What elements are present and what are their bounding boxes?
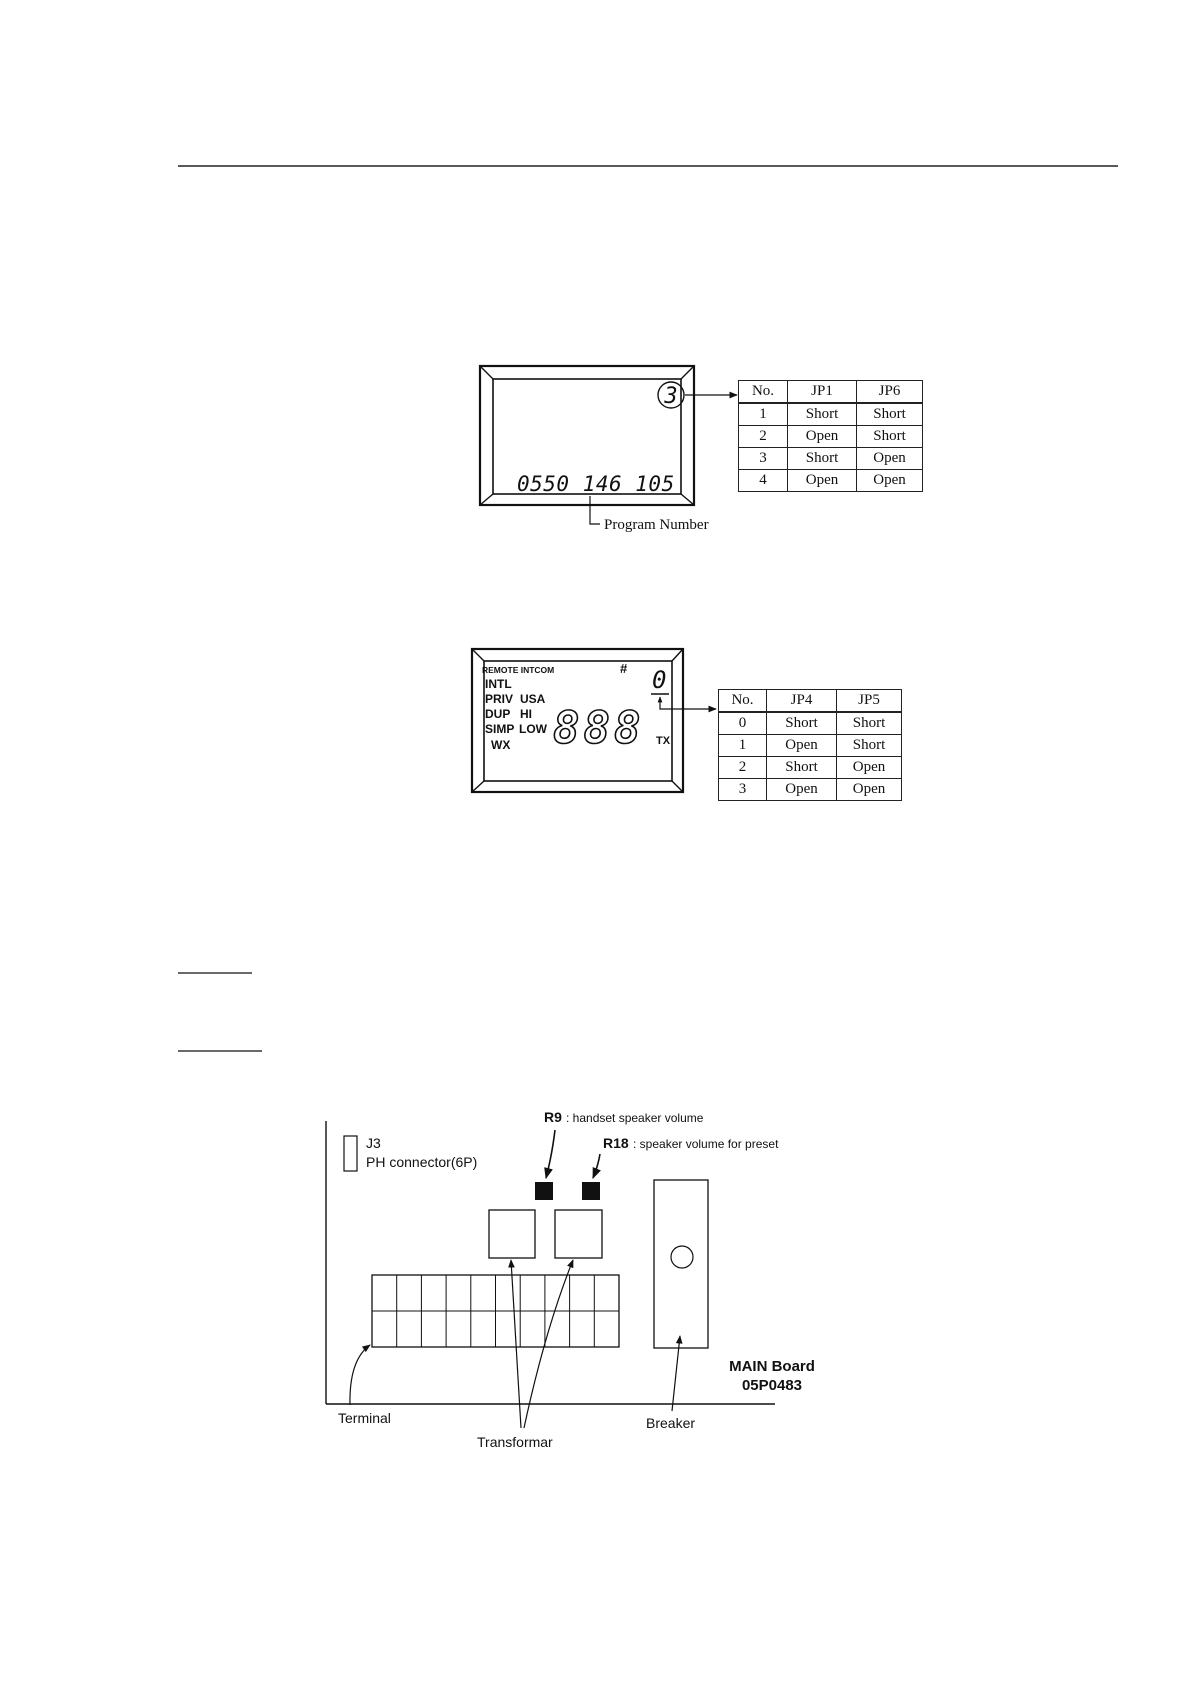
table-row [719, 712, 902, 735]
table-cell: Open [837, 779, 902, 801]
program-number-label: Program Number [604, 517, 709, 533]
priv-indicator: PRIV [485, 692, 514, 706]
table-cell: Open [857, 448, 923, 470]
j3-label: J3 [366, 1135, 381, 1151]
breaker [654, 1180, 708, 1348]
lcd-channel-display [472, 649, 716, 792]
wx-indicator: WX [491, 738, 511, 752]
table-cell: 2 [739, 426, 788, 448]
program-number-leader [590, 496, 600, 524]
table-row [739, 426, 923, 448]
hi-indicator: HI [520, 707, 532, 721]
j3-connector [344, 1136, 357, 1171]
table-cell: 4 [739, 470, 788, 492]
table-row [719, 779, 902, 801]
table-cell: Short [857, 426, 923, 448]
main-board-layout [326, 1109, 815, 1450]
channel-digit: 3 [664, 384, 678, 409]
table-cell: 1 [739, 403, 788, 426]
table-row [739, 470, 923, 492]
j3-description: PH connector(6P) [366, 1154, 478, 1170]
transformer-arrow-right [524, 1260, 573, 1428]
table-header-row [739, 381, 923, 404]
breaker-button [671, 1246, 693, 1268]
remote-intcom-indicator: REMOTE INTCOM [482, 665, 555, 675]
table-cell: Short [857, 403, 923, 426]
col-header-jp5: JP5 [837, 690, 902, 713]
r18-arrow [593, 1154, 600, 1178]
table-row [739, 403, 923, 426]
hash-indicator: # [620, 661, 628, 676]
terminal-label: Terminal [338, 1410, 391, 1426]
col-header-jp1: JP1 [788, 381, 857, 404]
transformer-left [489, 1210, 535, 1258]
channel-number-digits: 888 [553, 703, 645, 754]
r9-arrow [546, 1130, 555, 1178]
table-cell: Open [857, 470, 923, 492]
table-cell: Short [767, 757, 837, 779]
board-name: MAIN Board [729, 1358, 815, 1375]
intl-indicator: INTL [485, 677, 512, 691]
simp-indicator: SIMP [485, 722, 515, 736]
col-header-no: No. [719, 690, 767, 713]
breaker-arrow [672, 1336, 680, 1411]
dup-indicator: DUP [485, 707, 511, 721]
usa-indicator: USA [520, 692, 546, 706]
jp4-jp5-table [718, 689, 902, 801]
table-cell: Short [788, 403, 857, 426]
table-row [719, 757, 902, 779]
table-row [739, 448, 923, 470]
table-cell: Open [788, 426, 857, 448]
table-cell: 2 [719, 757, 767, 779]
table-header-row [719, 690, 902, 713]
table-row [719, 735, 902, 757]
r18-label: R18 [603, 1135, 629, 1151]
board-code: 05P0483 [741, 1377, 803, 1394]
transformer-right [555, 1210, 602, 1258]
breaker-label: Breaker [646, 1415, 696, 1431]
table-cell: Open [767, 735, 837, 757]
tx-indicator: TX [656, 735, 671, 747]
table-cell: 3 [719, 779, 767, 801]
table-cell: 0 [719, 712, 767, 735]
table-cell: Open [788, 470, 857, 492]
table-cell: Open [767, 779, 837, 801]
col-header-jp6: JP6 [857, 381, 923, 404]
lcd-program-display [480, 366, 737, 533]
r9-label: R9 [544, 1109, 562, 1125]
table-cell: 3 [739, 448, 788, 470]
r18-description: : speaker volume for preset [633, 1137, 779, 1151]
table-cell: Short [837, 712, 902, 735]
transformer-label: Transformar [477, 1434, 553, 1450]
table-cell: Short [767, 712, 837, 735]
table-cell: Short [788, 448, 857, 470]
transformer-arrow-left [511, 1260, 521, 1428]
jumper-digit: 0 [652, 666, 667, 694]
digit-to-table-arrow [660, 697, 716, 709]
table-cell: Short [837, 735, 902, 757]
program-number-digits: 0550 146 105 [517, 472, 675, 496]
terminal-arrow [350, 1345, 370, 1405]
r9-description: : handset speaker volume [566, 1111, 704, 1125]
table-cell: Open [837, 757, 902, 779]
jp1-jp6-table [738, 380, 923, 492]
col-header-no: No. [739, 381, 788, 404]
col-header-jp4: JP4 [767, 690, 837, 713]
r18-volume-pot [582, 1182, 600, 1200]
table-cell: 1 [719, 735, 767, 757]
r9-volume-pot [535, 1182, 553, 1200]
low-indicator: LOW [519, 722, 547, 736]
terminal-block-dividers [372, 1275, 619, 1347]
